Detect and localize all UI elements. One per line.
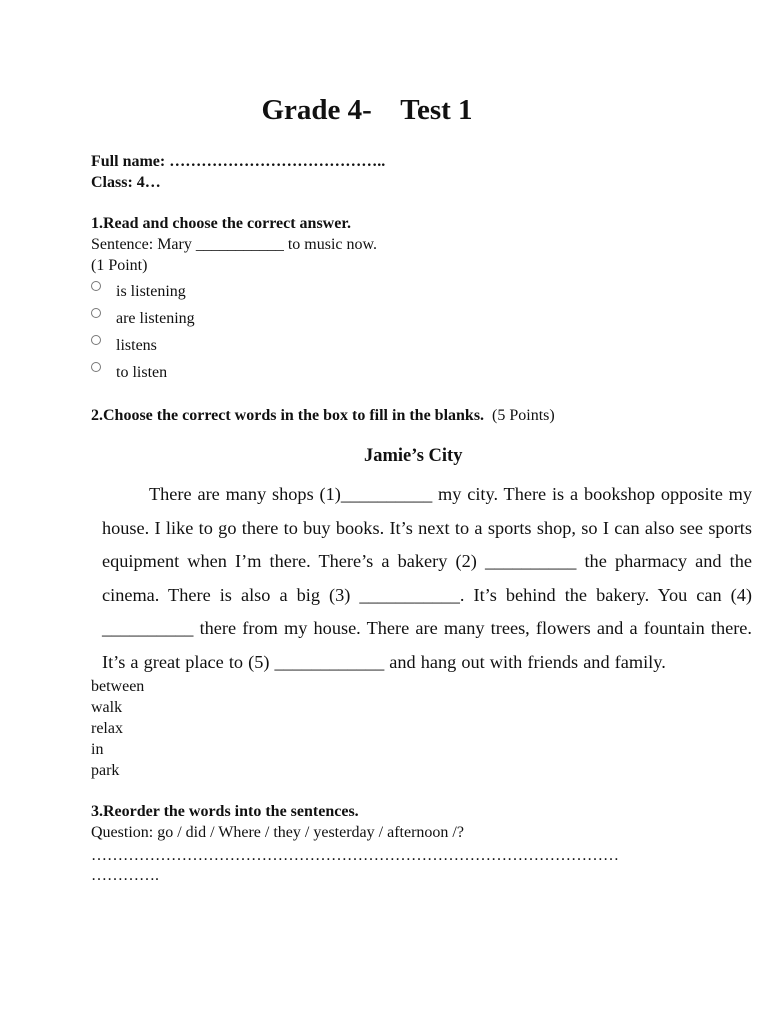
question-2-heading: 2.Choose the correct words in the box to fill in the blanks.: [91, 407, 485, 424]
question-1-sentence: Sentence: Mary ___________ to music now.: [91, 236, 378, 253]
radio-button-icon[interactable]: [91, 308, 101, 318]
option-label: to listen: [116, 364, 168, 381]
word-box-item: in: [91, 741, 104, 758]
option-label: listens: [116, 337, 157, 354]
full-name-label: Full name: …………………………………..: [91, 153, 386, 170]
answer-line[interactable]: ………….: [91, 867, 159, 884]
option-label: is listening: [116, 283, 186, 300]
answer-line[interactable]: ………………………………………………………………………………………: [91, 847, 619, 864]
question-3-heading: 3.Reorder the words into the sentences.: [91, 803, 359, 820]
question-3-prompt: Question: go / did / Where / they / yesterday / afternoon /?: [91, 824, 464, 841]
word-box-item: park: [91, 762, 120, 779]
radio-button-icon[interactable]: [91, 281, 101, 291]
radio-button-icon[interactable]: [91, 362, 101, 372]
page-title: Grade 4- Test 1: [261, 94, 473, 126]
question-2-points: (5 Points): [492, 407, 555, 424]
word-box-item: relax: [91, 720, 123, 737]
class-label: Class: 4…: [91, 174, 161, 191]
word-box-item: between: [91, 678, 145, 695]
radio-button-icon[interactable]: [91, 335, 101, 345]
option-label: are listening: [116, 310, 195, 327]
passage-title: Jamie’s City: [364, 446, 463, 466]
question-1-points: (1 Point): [91, 257, 148, 274]
passage-text: There are many shops (1)__________ my city. There is a bookshop opposite my house. I like to go there to buy books. It’s next to a sports shop, so I can also see sports equipment when I’m there. There’s a bakery (2) __________ the pharmacy and the cinema. There is also a big (3) ___________. It’s behind the bakery. You can (4) __________ there from my house. There are many trees, flowers and a fountain there. It’s a great place to (5) ____________ and hang out with friends and family.: [102, 484, 752, 672]
question-2-header: [91, 406, 555, 426]
word-box-item: walk: [91, 699, 123, 716]
question-1-heading: 1.Read and choose the correct answer.: [91, 215, 351, 232]
